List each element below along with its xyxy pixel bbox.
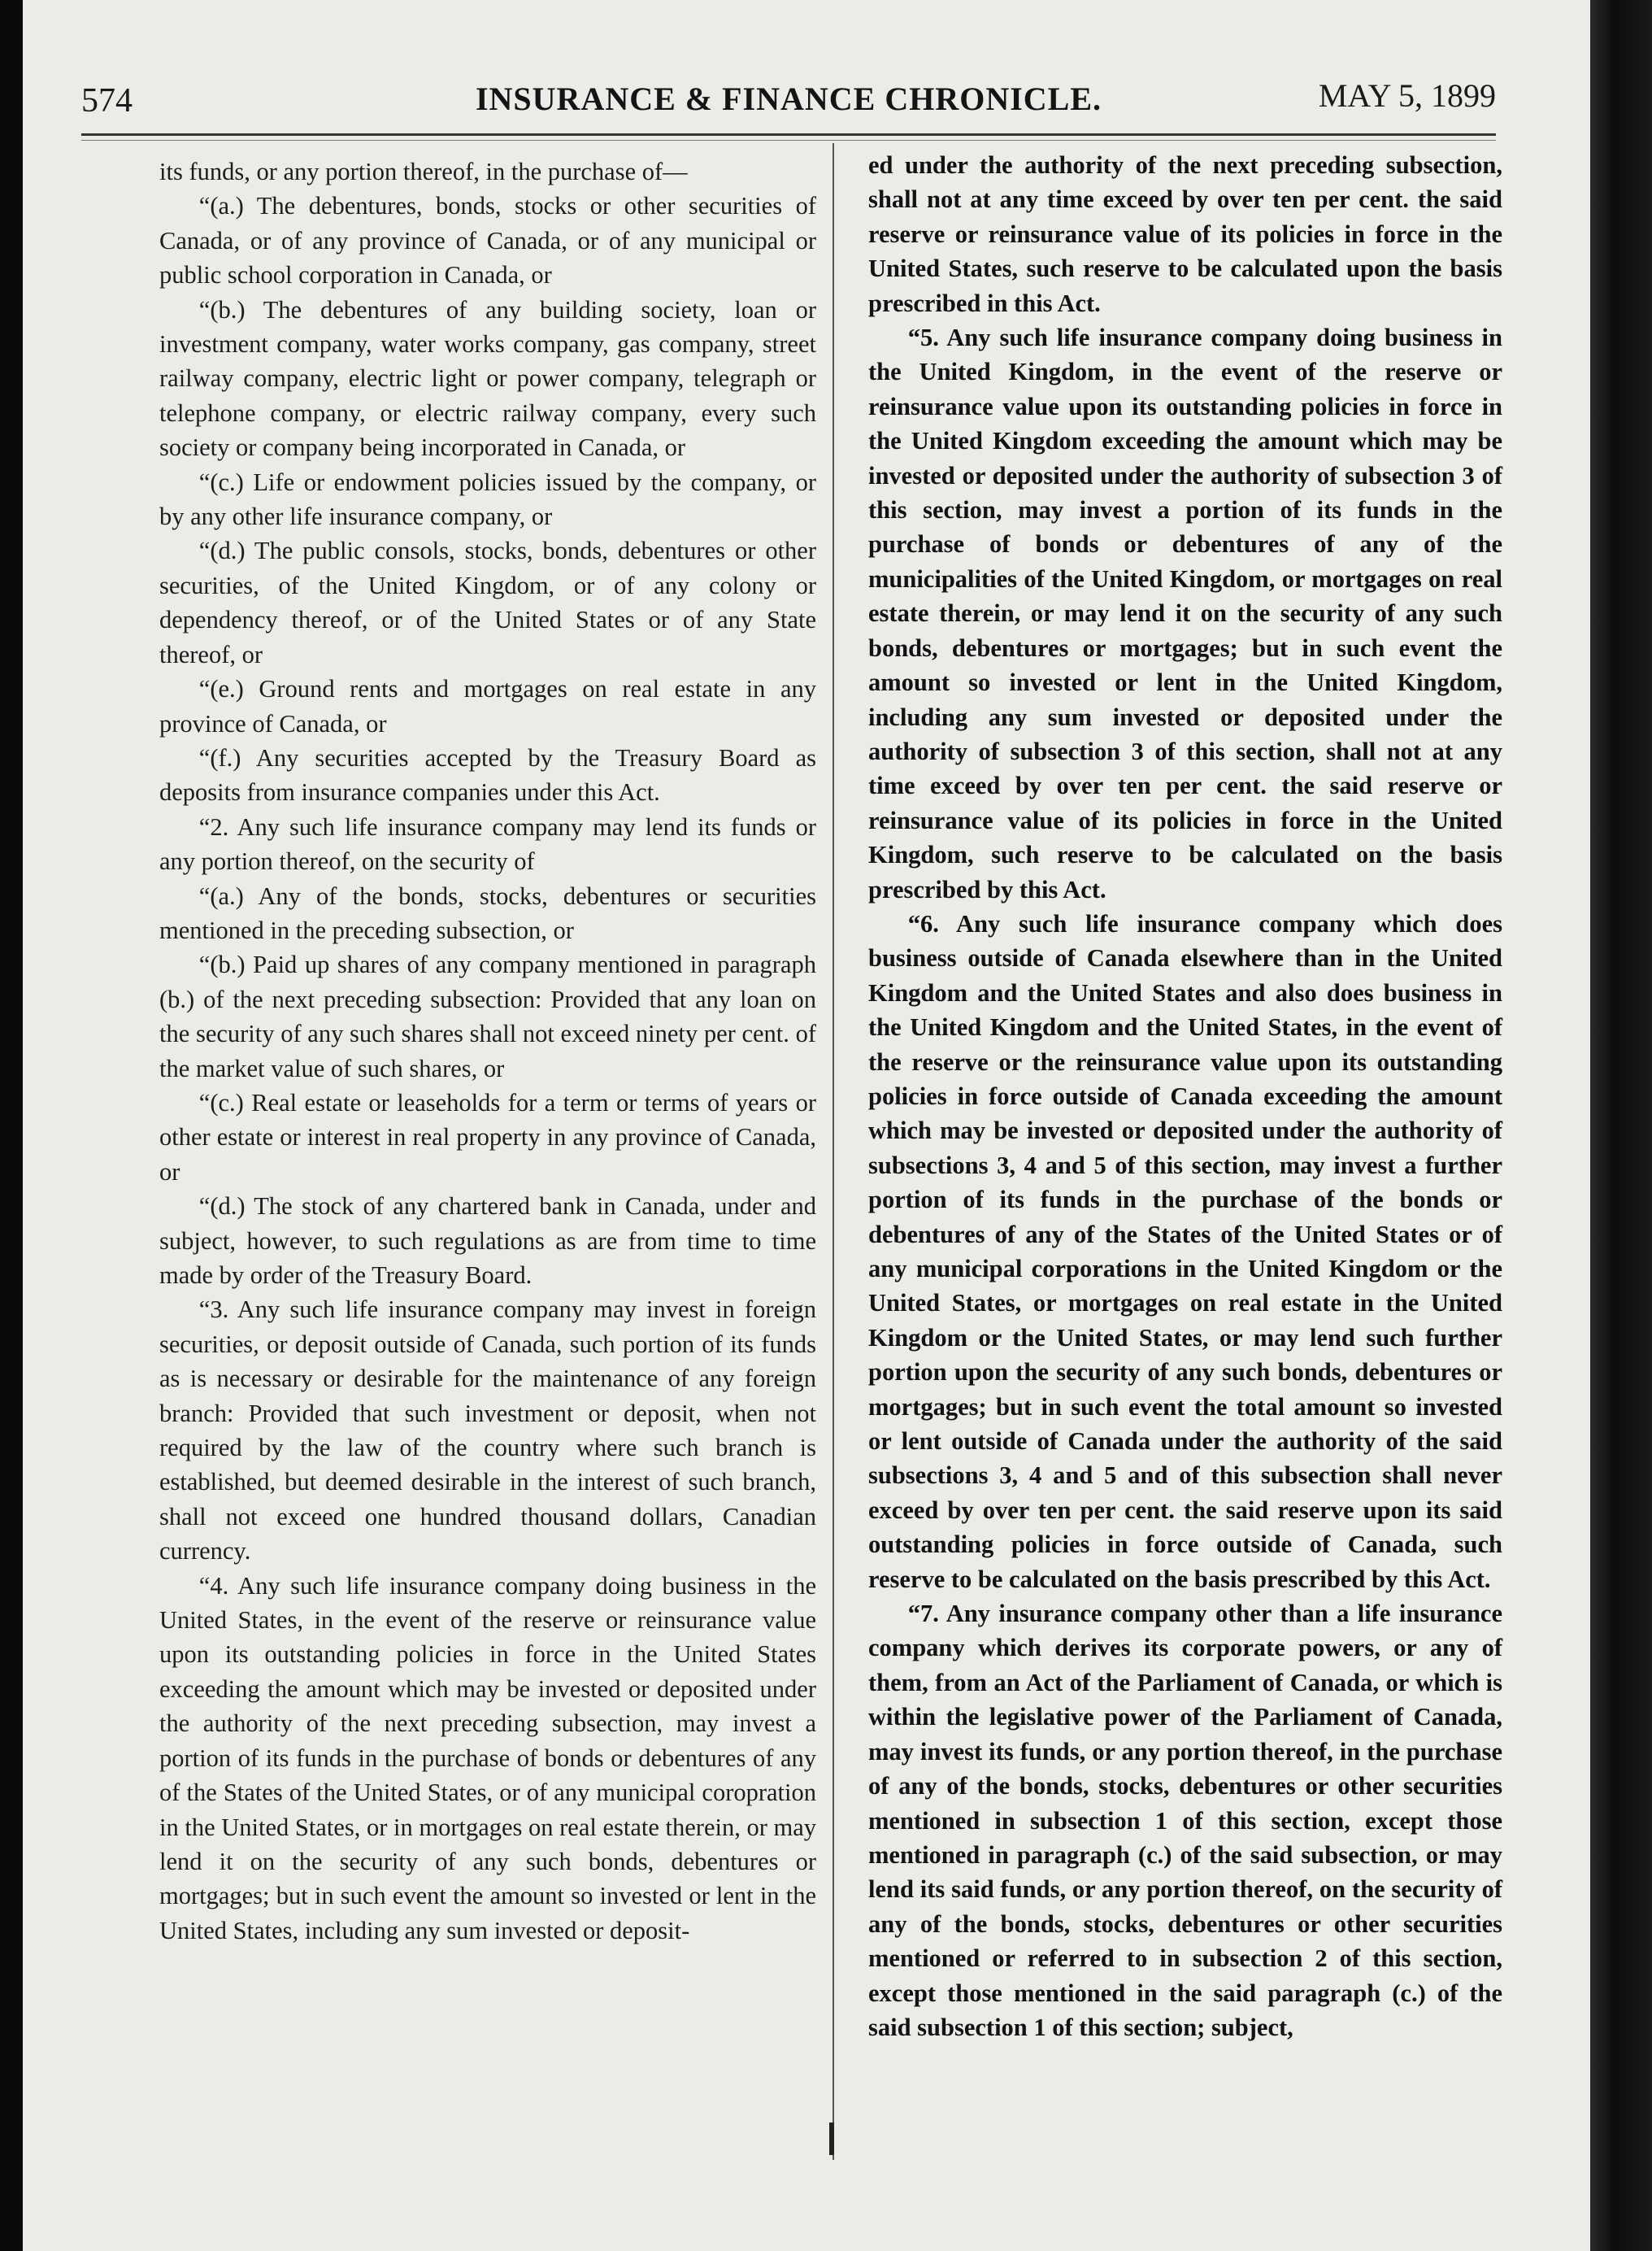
paragraph: “(a.) The debentures, bonds, stocks or other securities of Canada, or of any province of Canada, or of any municipal or public school corporation in Canada, or — [159, 192, 816, 290]
header-rule — [81, 133, 1496, 136]
paragraph: “(f.) Any securities accepted by the Treasury Board as deposits from insurance companies under this Act. — [159, 743, 816, 807]
issue-date: MAY 5, 1899 — [1318, 77, 1496, 114]
paragraph: “(d.) The stock of any chartered bank in Canada, under and subject, however, to such regulations as are from time to time made by order of the Treasury Board. — [159, 1192, 816, 1289]
page-binding-edge — [1590, 0, 1652, 2251]
column-divider — [833, 143, 834, 2160]
ink-smudge — [829, 2123, 834, 2155]
header-rule-thin — [81, 140, 1496, 141]
paragraph: “5. Any such life insurance company doing business in the United Kingdom, in the event of the reserve or reinsurance value upon its outstanding policies in force in the United Kingdom exceeding the amount which may be invested or deposited under the authority of subsection 3 of this section, may invest a portion of its funds in the purchase of bonds or debentures of any of the municipalities of the United Kingdom, or mortgages on real estate therein, or may lend it on the security of any such bonds, debentures or mortgages; but in such event the amount so invested or lent in the United Kingdom, including any sum invested or deposited under the authority of subsection 3 of this section, shall not at any time exceed by over ten per cent. the said reserve or reinsurance value of its policies in force in the United Kingdom, such reserve to be calculated on the basis prescribed by this Act. — [868, 324, 1502, 903]
paragraph: “7. Any insurance company other than a life insurance company which derives its corporate powers, or any of them, from an Act of the Parliament of Canada, or which is within the legislative power of the Parliament of Canada, may invest its funds, or any portion thereof, in the purchase of any of the bonds, stocks, debentures or other securities mentioned in subsection 1 of this section, except those mentioned in paragraph (c.) of the said subsection, or may lend its said funds, or any portion thereof, on the security of any of the bonds, stocks, debentures or other securities mentioned or referred to in subsection 2 of this section, except those mentioned in the said paragraph (c.) of the said subsection 1 of this section; subject, — [868, 1600, 1502, 2041]
journal-title: INSURANCE & FINANCE CHRONICLE. — [475, 81, 1102, 117]
left-column — [159, 155, 816, 1948]
paragraph: “(c.) Real estate or leaseholds for a term or terms of years or other estate or interest in real property in any province of Canada, or — [159, 1088, 816, 1186]
paragraph: “(b.) The debentures of any building society, loan or investment company, water works company, gas company, street railway company, electric light or power company, telegraph or telephone company, or electric railway company, every such society or company being incorporated in Canada, or — [159, 295, 816, 462]
paragraph: ed under the authority of the next preceding subsection, shall not at any time exceed by over ten per cent. the said reserve or reinsurance value of its policies in force in the United States, such reserve to be calculated upon the basis prescribed in this Act. — [868, 151, 1502, 317]
paragraph: its funds, or any portion thereof, in the purchase of— — [159, 158, 688, 185]
paragraph: “3. Any such life insurance company may invest in foreign securities, or deposit outside of Canada, such portion of its funds as is necessary or desirable for the maintenance of any foreign branch: Provided that such investment or deposit, when not required by the law of the country where such branch is established, but deemed desirable in the interest of such branch, shall not exceed one hundred thousand dollars, Canadian currency. — [159, 1295, 816, 1565]
paragraph: “6. Any such life insurance company which does business outside of Canada elsewhere than in the United Kingdom and the United States and also does business in the United Kingdom and the United States, in the event of the reserve or the reinsurance value upon its outstanding policies in force outside of Canada exceeding the amount which may be invested or deposited under the authority of subsections 3, 4 and 5 of this section, may invest a further portion of its funds in the purchase of the bonds or debentures of any of the States of the United States or of any municipal corporations in the United Kingdom or the United States, or mortgages on real estate in the United Kingdom or the United States, or may lend such further portion upon the security of any such bonds, debentures or mortgages; but in such event the total amount so invested or lent outside of Canada under the authority of the said subsections 3, 4 and 5 and of this subsection shall never exceed by over ten per cent. the said reserve upon its said outstanding policies in force outside of Canada, such reserve to be calculated on the basis prescribed by this Act. — [868, 909, 1502, 1593]
paragraph: “(d.) The public consols, stocks, bonds, debentures or other securities, of the United Kingdom, or of any colony or dependency thereof, or of the United States or of any State thereof, or — [159, 537, 816, 668]
paragraph: “(a.) Any of the bonds, stocks, debentures or securities mentioned in the preceding subsection, or — [159, 882, 816, 944]
right-column — [868, 148, 1502, 2044]
paragraph: “(e.) Ground rents and mortgages on real estate in any province of Canada, or — [159, 675, 816, 738]
page-number: 574 — [81, 82, 133, 120]
paragraph: “(b.) Paid up shares of any company mentioned in paragraph (b.) of the next preceding subsection: Provided that any loan on the security of any such shares shall not exceed ninety per cent. of the market value of such shares, or — [159, 951, 816, 1082]
paragraph: “(c.) Life or endowment policies issued by the company, or by any other life insurance company, or — [159, 468, 816, 531]
page-header — [81, 75, 1496, 124]
paragraph: “4. Any such life insurance company doing business in the United States, in the event of the reserve or reinsurance value upon its outstanding policies in force in the United States exceeding the amount which may be invested or deposited under the authority of the next preceding subsection, may invest a portion of its funds in the purchase of bonds or debentures of any of the States of the United States, or of any municipal coropration in the United States, or in mortgages on real estate therein, or may lend it on the security of any such bonds, debentures or mortgages; but in such event the amount so invested or lent in the United States, including any sum invested or deposit- — [159, 1571, 817, 1944]
paragraph: “2. Any such life insurance company may lend its funds or any portion thereof, on the security of — [159, 812, 816, 876]
